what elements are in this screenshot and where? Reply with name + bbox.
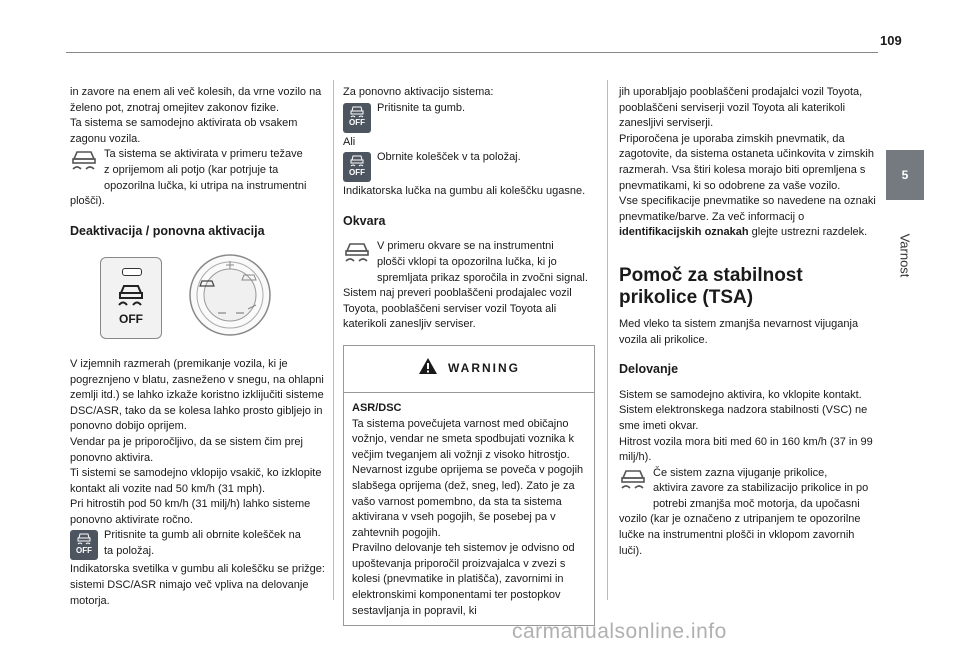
- winter-text: Priporočena je uporaba zimskih pnevmatik, da zagotovite, da sistema ostaneta učinkovita v zimskih razmerah. Vsa štiri kolesa morajo biti opremljena s pnevmatikami, ki so odobrene za vaše vozilo.: [619, 132, 874, 192]
- warning-box: [343, 345, 595, 626]
- body-text-3: Ti sistemi se samodejno vklopijo vsakič, ko izklopite kontakt ali vozite nad 50 km/h (31 mph).: [70, 467, 322, 495]
- watermark: carmanualsonline.info: [512, 620, 727, 643]
- lamp-note-a: Ta sistema se aktivirata v primeru težave: [104, 148, 303, 161]
- skid-warning-icon: [619, 468, 647, 498]
- dsc-off-icon: OFF: [343, 103, 371, 133]
- operation-text-3: Hitrost vozila mora biti med 60 in 160 km/h (37 in 99 milj/h).: [619, 435, 873, 464]
- lamp-note-b: z oprijemom ali potjo (kar potrjuje ta opozorilna lučka, ki utripa na instrumentni plošči).: [70, 163, 307, 208]
- fault-text-b: plošči vklopi ta opozorilna lučka, ki jo spremljata prikaz sporočila in zvočni signal.: [377, 255, 588, 284]
- spec-text: Vse specifikacije pnevmatike so navedene na oznaki pnevmatike/barve. Za več informacij o identifikacijskih oznakah glejte ustrezni razdelek.: [619, 195, 876, 239]
- operation-text-1: Sistem se samodejno aktivira, ko vklopite kontakt.: [619, 388, 862, 401]
- operation-text-2: Sistem elektronskega nadzora stabilnosti (VSC) ne sme imeti okvar.: [619, 404, 868, 432]
- dsc-off-icon: OFF: [343, 152, 371, 182]
- off-label: OFF: [119, 312, 143, 327]
- header-rule: [66, 52, 878, 53]
- column-divider: [607, 80, 608, 600]
- turn-dial-text: Obrnite kolešček v ta položaj.: [377, 151, 521, 164]
- column-1: [70, 85, 325, 609]
- spec-link: identifikacijskih oznakah: [619, 226, 749, 239]
- chapter-name: Varnost: [897, 233, 913, 277]
- dsc-off-icon: OFF: [70, 530, 98, 560]
- body-text-5: Indikatorska svetilka v gumbu ali koleščku se prižge: sistemi DSC/ASR nimajo več vpliva na delovanje motorja.: [70, 563, 325, 607]
- press-button-text: Pritisnite ta gumb.: [377, 101, 466, 114]
- drive-mode-dial[interactable]: [188, 253, 272, 343]
- warning-body: [344, 393, 594, 625]
- controls-illustration: [100, 253, 325, 343]
- warning-text-3: Pravilno delovanje teh sistemov je odvisno od upoštevanja priporočil proizvajalca v zvezi s kolesi (pnevmatike in platišča), zavornimi in elektronskimi komponentami ter postopkov sestavljanja in popravil, ki: [352, 542, 575, 617]
- reactivate-text: Za ponovno aktivacijo sistema:: [343, 86, 494, 98]
- tsa-heading: Pomoč za stabilnost prikolice (TSA): [619, 264, 803, 308]
- column-divider: [333, 80, 334, 600]
- section-heading-operation: Delovanje: [619, 362, 679, 377]
- indicator-led: [122, 268, 142, 276]
- section-heading-fault: Okvara: [343, 213, 386, 228]
- auto-activate-text: Ta sistema se samodejno aktivirata ob vsakem zagonu vozila.: [70, 117, 298, 145]
- press-text-b: ta položaj.: [104, 545, 155, 558]
- or-text: Ali: [343, 135, 356, 148]
- operation-text-4b: aktivira zavore za stabilizacijo prikolice in po potrebi zmanjša moč motorja, da upočasni vozilo (kar je označeno z utripanjem te opozorilne lučke na instrumentni plošči in vklopom zavornih luči).: [619, 482, 869, 557]
- chapter-tab[interactable]: 5: [886, 150, 924, 200]
- warning-title: WARNING: [448, 361, 520, 376]
- fault-text-a: V primeru okvare se na instrumentni: [377, 240, 554, 253]
- operation-text-4a: Če sistem zazna vijuganje prikolice,: [653, 466, 828, 479]
- section-heading-deactivation: Deaktivacija / ponovna aktivacija: [70, 223, 265, 238]
- warning-triangle-icon: [418, 357, 438, 381]
- warning-text-2: Nevarnost izgube oprijema se poveča v pogojih slabšega oprijema (dež, sneg, led). Zato je za vašo varnost pomembno, da sta ta sistema aktivirana v vseh pogojih, še posebej pa v zahtevnih pogojih.: [352, 464, 584, 539]
- body-text-2: Vendar pa je priporočljivo, da se sistem čim prej ponovno aktivira.: [70, 435, 303, 464]
- intro-text: in zavore na enem ali več kolesih, da vrne vozilo na želeno pot, znotraj omejitev zakonov fizike.: [70, 86, 322, 114]
- warning-text-1: Ta sistema povečujeta varnost med običajno vožnjo, vendar ne smeta spodbujati voznika k večjim tveganjem ali vožnji z visoko hitrostjo.: [352, 417, 574, 461]
- dsc-off-button[interactable]: [100, 257, 162, 339]
- page-number: 109: [880, 33, 902, 48]
- warning-subtitle: ASR/DSC: [352, 401, 402, 414]
- tsa-intro: Med vleko ta sistem zmanjša nevarnost vijuganja vozila ali prikolice.: [619, 317, 859, 346]
- press-text-a: Pritisnite ta gumb ali obrnite kolešček na: [104, 529, 301, 542]
- skid-car-icon: [116, 284, 146, 314]
- skid-warning-icon: [343, 241, 371, 271]
- skid-warning-icon: [70, 149, 98, 179]
- body-text-4: Pri hitrostih pod 50 km/h (31 milj/h) lahko sisteme ponovno aktivirate ročno.: [70, 498, 311, 526]
- fault-text-c: Sistem naj preveri pooblaščeni prodajalec vozil Toyota, pooblaščeni serviser vozil Toyota ali katerikoli zanesljiv serviser.: [343, 287, 572, 331]
- chapter-label: [893, 210, 917, 300]
- indicator-off-text: Indikatorska lučka na gumbu ali koleščku ugasne.: [343, 185, 586, 198]
- warning-header: [344, 346, 594, 393]
- body-text-1: V izjemnih razmerah (premikanje vozila, ki je pogreznjeno v blatu, zasneženo v snegu, na ohlapni zemlji itd.) se lahko izkaže koristno izklijučiti sisteme DSC/ASR, tako da se kolesa lahko prosto gibljejo in ponovno dobijo oprijem.: [70, 357, 324, 433]
- column-3: [619, 85, 877, 559]
- continued-text: jih uporabljajo pooblaščeni prodajalci vozil Toyota, pooblaščeni serviserji vozil Toyota ali katerikoli zanesljivi serviserji.: [619, 86, 863, 130]
- column-2: [343, 85, 595, 626]
